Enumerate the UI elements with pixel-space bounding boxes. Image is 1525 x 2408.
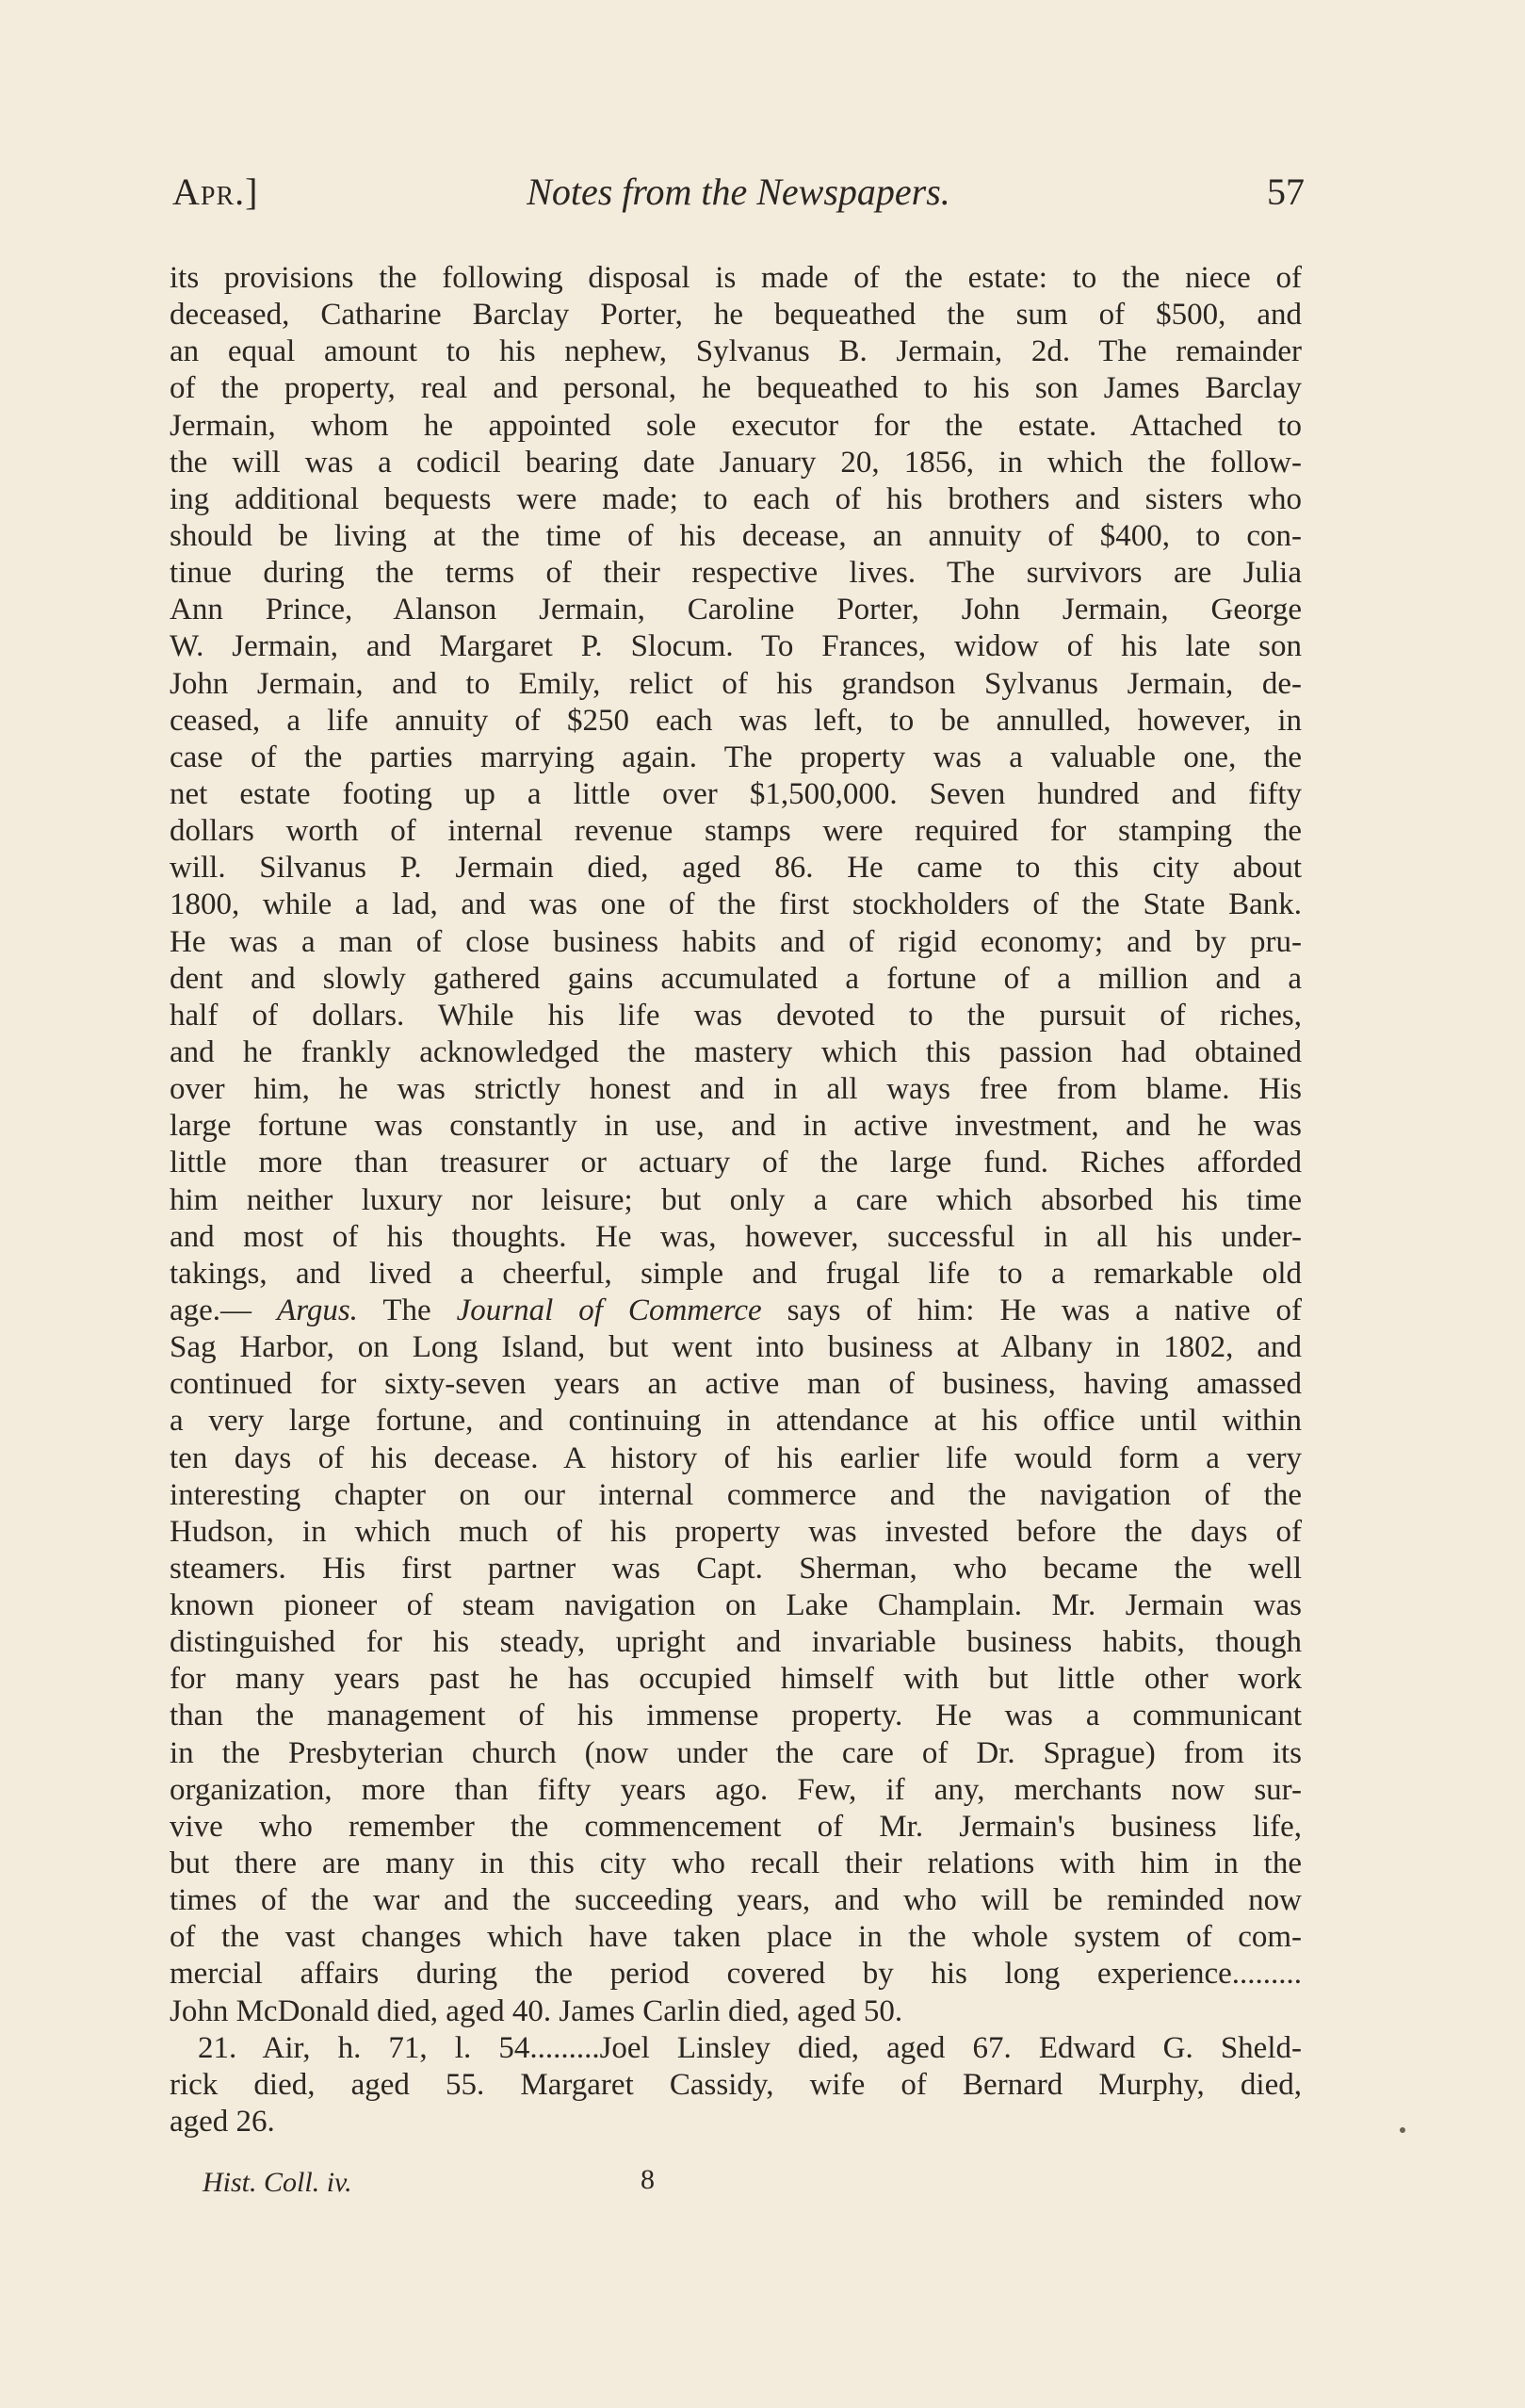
text-line: large fortune was constantly in use, and in active investment, and he was bbox=[170, 1109, 1302, 1144]
text-line: its provisions the following disposal is made of the estate: to the niece of bbox=[170, 261, 1302, 295]
text-line: for many years past he has occupied himself with but little other work bbox=[170, 1662, 1302, 1697]
text-line: should be living at the time of his decease, an annuity of $400, to con- bbox=[170, 518, 1302, 553]
text-line: and he frankly acknowledged the mastery which this passion had obtained bbox=[170, 1034, 1302, 1069]
text-line: times of the war and the succeeding years, and who will be reminded now bbox=[170, 1883, 1302, 1918]
text-line: but there are many in this city who recall their relations with him in the bbox=[170, 1847, 1302, 1881]
paper-speck bbox=[1400, 2127, 1405, 2133]
text-line: and most of his thoughts. He was, however, successful in all his under- bbox=[170, 1219, 1302, 1254]
text-line: case of the parties marrying again. The property was a valuable one, the bbox=[170, 740, 1302, 774]
page-header bbox=[172, 170, 1305, 226]
text-line: He was a man of close business habits and of rigid economy; and by pru- bbox=[170, 924, 1302, 959]
text-line: in the Presbyterian church (now under the care of Dr. Sprague) from its bbox=[170, 1735, 1302, 1770]
body-text bbox=[170, 260, 1302, 2140]
text-line: half of dollars. While his life was devoted to the pursuit of riches, bbox=[170, 998, 1302, 1033]
text-line: organization, more than fifty years ago. Few, if any, merchants now sur- bbox=[170, 1772, 1302, 1807]
text-line: John Jermain, and to Emily, relict of his grandson Sylvanus Jermain, de- bbox=[170, 666, 1302, 701]
text-line-citation bbox=[170, 1293, 1302, 1329]
text-line: 1800, while a lad, and was one of the first stockholders of the State Bank. bbox=[170, 887, 1302, 922]
text-line: the will was a codicil bearing date January 20, 1856, in which the follow- bbox=[170, 445, 1302, 480]
text-line: interesting chapter on our internal commerce and the navigation of the bbox=[170, 1477, 1302, 1512]
text-line: of the property, real and personal, he bequeathed to his son James Barclay bbox=[170, 371, 1302, 406]
signature-mark: Hist. Coll. iv. bbox=[203, 2167, 352, 2198]
text-line: ten days of his decease. A history of his earlier life would form a very bbox=[170, 1440, 1302, 1475]
text-line: tinue during the terms of their respective lives. The survivors are Julia bbox=[170, 556, 1302, 591]
text-line: dent and slowly gathered gains accumulated a fortune of a million and a bbox=[170, 961, 1302, 996]
text-line: steamers. His first partner was Capt. Sherman, who became the well bbox=[170, 1551, 1302, 1586]
text-line: deceased, Catharine Barclay Porter, he bequeathed the sum of $500, and bbox=[170, 298, 1302, 333]
text-line: W. Jermain, and Margaret P. Slocum. To Frances, widow of his late son bbox=[170, 629, 1302, 664]
text-line: a very large fortune, and continuing in attendance at his office until within bbox=[170, 1404, 1302, 1439]
citation-tail: says of him: He was a native of bbox=[761, 1293, 1302, 1327]
text-line: dollars worth of internal revenue stamps were required for stamping the bbox=[170, 814, 1302, 849]
header-title: Notes from the Newspapers. bbox=[527, 171, 950, 213]
header-month: Apr.] bbox=[172, 171, 259, 213]
text-line: known pioneer of steam navigation on Lake Champlain. Mr. Jermain was bbox=[170, 1588, 1302, 1623]
text-line: Sag Harbor, on Long Island, but went into business at Albany in 1802, and bbox=[170, 1330, 1302, 1365]
text-line: ceased, a life annuity of $250 each was left, to be annulled, however, in bbox=[170, 703, 1302, 738]
signature-number: 8 bbox=[641, 2164, 655, 2195]
text-line: of the vast changes which have taken place in the whole system of com- bbox=[170, 1920, 1302, 1955]
text-line: over him, he was strictly honest and in all ways free from blame. His bbox=[170, 1072, 1302, 1107]
text-line: will. Silvanus P. Jermain died, aged 86. He came to this city about bbox=[170, 851, 1302, 886]
source-journal-of-commerce: Journal of Commerce bbox=[456, 1293, 762, 1327]
text-line: ing additional bequests were made; to each of his brothers and sisters who bbox=[170, 481, 1302, 516]
citation-mid: The bbox=[357, 1293, 457, 1327]
text-line: aged 26. bbox=[170, 2105, 275, 2140]
page-number: 57 bbox=[1267, 171, 1305, 213]
text-line: Jermain, whom he appointed sole executor for the estate. Attached to bbox=[170, 408, 1302, 443]
text-line: net estate footing up a little over $1,500,000. Seven hundred and fifty bbox=[170, 776, 1302, 811]
text-line-entry-21: 21. Air, h. 71, l. 54.........Joel Linsley died, aged 67. Edward G. Sheld- bbox=[198, 2030, 1302, 2065]
text-line: mercial affairs during the period covered by his long experience......... bbox=[170, 1957, 1302, 1992]
text-line: takings, and lived a cheerful, simple and frugal life to a remarkable old bbox=[170, 1256, 1302, 1291]
text-line: continued for sixty-seven years an active man of business, having amassed bbox=[170, 1367, 1302, 1402]
text-line: an equal amount to his nephew, Sylvanus B. Jermain, 2d. The remainder bbox=[170, 334, 1302, 369]
source-argus: Argus. bbox=[277, 1293, 358, 1327]
text-line: rick died, aged 55. Margaret Cassidy, wife of Bernard Murphy, died, bbox=[170, 2067, 1302, 2102]
text-line: John McDonald died, aged 40. James Carlin died, aged 50. bbox=[170, 1993, 903, 2028]
text-line: him neither luxury nor leisure; but only a care which absorbed his time bbox=[170, 1182, 1302, 1217]
text-line: than the management of his immense property. He was a communicant bbox=[170, 1699, 1302, 1733]
text-line: distinguished for his steady, upright and invariable business habits, though bbox=[170, 1625, 1302, 1660]
citation-lead: age.— bbox=[170, 1293, 278, 1327]
text-line: Hudson, in which much of his property was invested before the days of bbox=[170, 1514, 1302, 1549]
text-line: Ann Prince, Alanson Jermain, Caroline Porter, John Jermain, George bbox=[170, 593, 1302, 627]
text-line: little more than treasurer or actuary of the large fund. Riches afforded bbox=[170, 1146, 1302, 1180]
text-line: vive who remember the commencement of Mr. Jermain's business life, bbox=[170, 1809, 1302, 1844]
